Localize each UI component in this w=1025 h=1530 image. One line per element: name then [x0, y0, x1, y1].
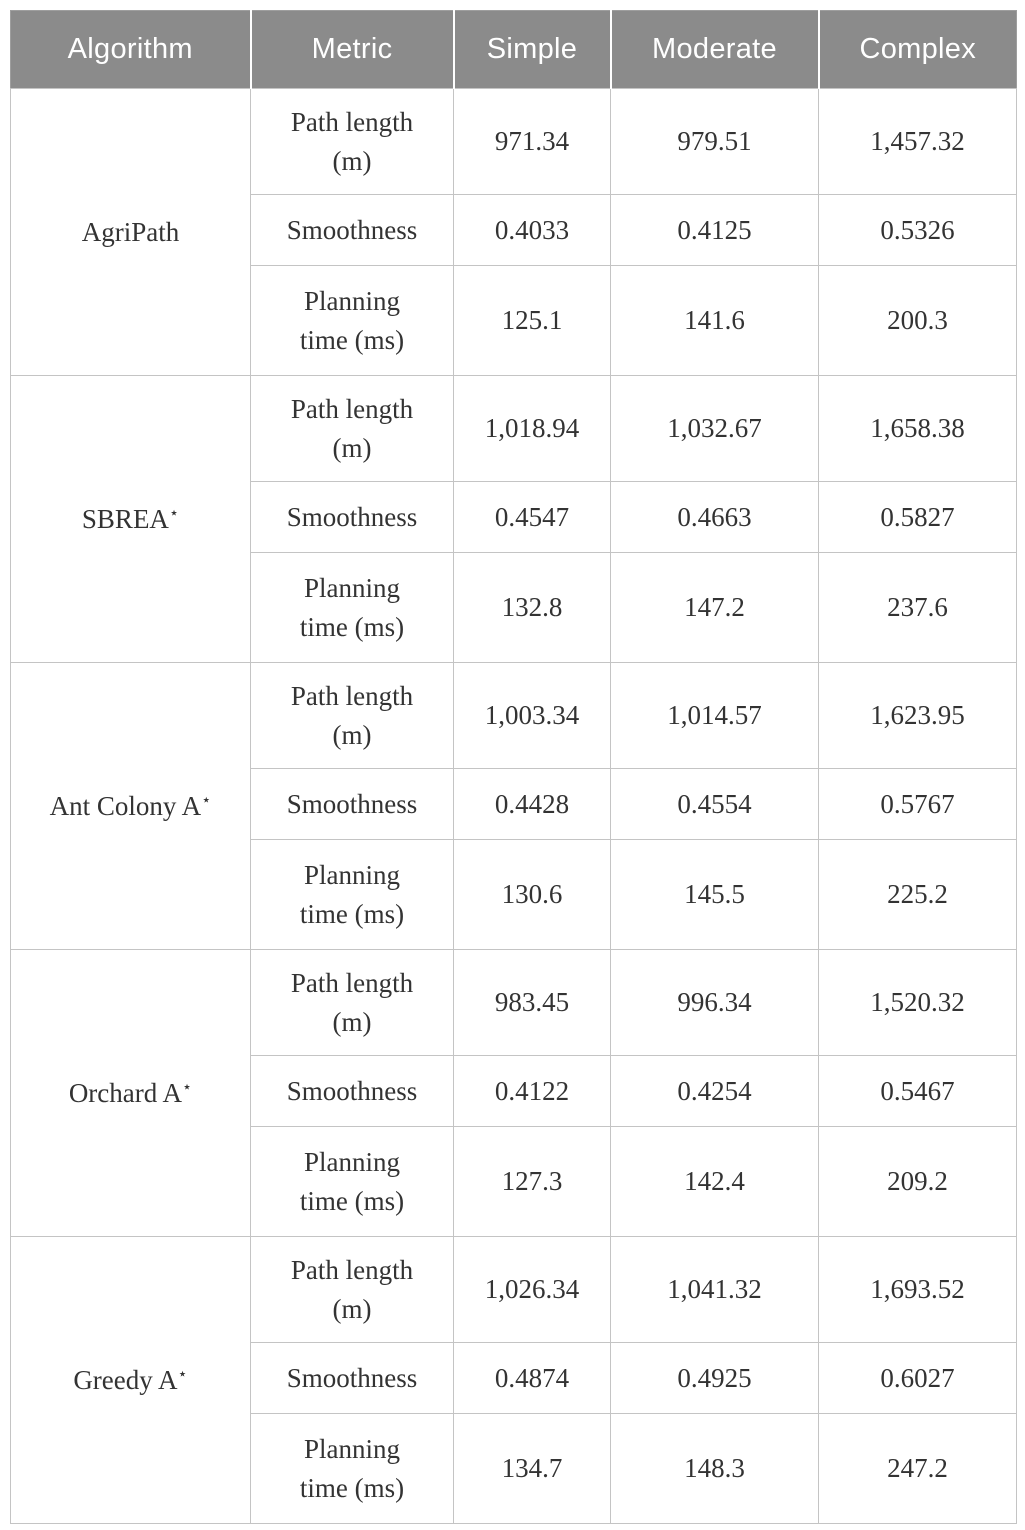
- algorithm-name: Greedy A: [73, 1364, 178, 1395]
- col-header-metric: Metric: [251, 11, 454, 89]
- header-row: [11, 11, 1017, 89]
- metric-label: Path length: [290, 107, 414, 138]
- value-cell-moderate: 148.3: [611, 1414, 819, 1524]
- value-cell-moderate: 1,041.32: [611, 1237, 819, 1343]
- metric-unit: time (ms): [299, 324, 405, 355]
- value-cell-moderate: 1,014.57: [611, 663, 819, 769]
- col-header-algorithm: Algorithm: [11, 11, 251, 89]
- value-cell-complex: 0.5767: [819, 769, 1017, 840]
- algorithm-name: Ant Colony A: [49, 790, 202, 821]
- algorithm-cell: [11, 89, 251, 376]
- metric-label: Path length: [290, 1255, 414, 1286]
- value-cell-complex: 0.5827: [819, 482, 1017, 553]
- metric-unit: time (ms): [299, 1472, 405, 1503]
- metric-cell: [251, 266, 454, 376]
- algorithm-cell: [11, 663, 251, 950]
- metric-unit: time (ms): [299, 611, 405, 642]
- value-cell-simple: 0.4547: [454, 482, 611, 553]
- metric-label: Planning: [303, 860, 400, 891]
- algorithm-star: ⋆: [168, 503, 180, 522]
- metric-label: Planning: [303, 573, 400, 604]
- value-cell-complex: 1,658.38: [819, 376, 1017, 482]
- value-cell-moderate: 0.4554: [611, 769, 819, 840]
- metric-label: Smoothness: [286, 788, 418, 819]
- metric-cell: [251, 553, 454, 663]
- col-header-moderate: Moderate: [611, 11, 819, 89]
- table-row: [11, 89, 1017, 195]
- value-cell-complex: 0.6027: [819, 1343, 1017, 1414]
- value-cell-moderate: 141.6: [611, 266, 819, 376]
- metric-label: Planning: [303, 286, 400, 317]
- value-cell-moderate: 145.5: [611, 840, 819, 950]
- metric-label: Smoothness: [286, 1362, 418, 1393]
- algorithm-cell: [11, 950, 251, 1237]
- metric-cell: [251, 769, 454, 840]
- metric-cell: [251, 1127, 454, 1237]
- metric-unit: time (ms): [299, 1185, 405, 1216]
- metric-cell: [251, 950, 454, 1056]
- metric-unit: (m): [332, 432, 372, 463]
- metric-label: Smoothness: [286, 1075, 418, 1106]
- metric-cell: [251, 1056, 454, 1127]
- value-cell-complex: 209.2: [819, 1127, 1017, 1237]
- table-row: [11, 663, 1017, 769]
- algorithm-cell: [11, 376, 251, 663]
- metric-cell: [251, 376, 454, 482]
- value-cell-simple: 1,018.94: [454, 376, 611, 482]
- value-cell-complex: 0.5467: [819, 1056, 1017, 1127]
- value-cell-simple: 127.3: [454, 1127, 611, 1237]
- metric-label: Smoothness: [286, 501, 418, 532]
- value-cell-moderate: 0.4925: [611, 1343, 819, 1414]
- metric-cell: [251, 1414, 454, 1524]
- metric-cell: [251, 482, 454, 553]
- metric-unit: (m): [332, 1293, 372, 1324]
- value-cell-simple: 0.4874: [454, 1343, 611, 1414]
- algorithm-name: Orchard A: [68, 1077, 183, 1108]
- value-cell-simple: 0.4033: [454, 195, 611, 266]
- value-cell-simple: 130.6: [454, 840, 611, 950]
- value-cell-moderate: 979.51: [611, 89, 819, 195]
- value-cell-simple: 1,003.34: [454, 663, 611, 769]
- algorithm-star: ⋆: [201, 790, 212, 809]
- value-cell-simple: 0.4428: [454, 769, 611, 840]
- metric-cell: [251, 663, 454, 769]
- metric-cell: [251, 1237, 454, 1343]
- metric-unit: (m): [332, 1006, 372, 1037]
- value-cell-moderate: 0.4663: [611, 482, 819, 553]
- metric-cell: [251, 1343, 454, 1414]
- algorithm-name: AgriPath: [81, 216, 180, 247]
- metric-cell: [251, 195, 454, 266]
- value-cell-complex: 1,457.32: [819, 89, 1017, 195]
- metric-label: Planning: [303, 1434, 400, 1465]
- value-cell-complex: 247.2: [819, 1414, 1017, 1524]
- table-row: [11, 376, 1017, 482]
- table-row: [11, 1237, 1017, 1343]
- value-cell-simple: 0.4122: [454, 1056, 611, 1127]
- col-header-simple: Simple: [454, 11, 611, 89]
- value-cell-moderate: 0.4254: [611, 1056, 819, 1127]
- value-cell-moderate: 1,032.67: [611, 376, 819, 482]
- algorithm-cell: [11, 1237, 251, 1524]
- metric-unit: (m): [332, 719, 372, 750]
- value-cell-simple: 983.45: [454, 950, 611, 1056]
- metric-unit: (m): [332, 145, 372, 176]
- value-cell-complex: 200.3: [819, 266, 1017, 376]
- value-cell-complex: 0.5326: [819, 195, 1017, 266]
- value-cell-simple: 132.8: [454, 553, 611, 663]
- value-cell-moderate: 142.4: [611, 1127, 819, 1237]
- value-cell-complex: 237.6: [819, 553, 1017, 663]
- metric-label: Path length: [290, 681, 414, 712]
- value-cell-simple: 971.34: [454, 89, 611, 195]
- metric-cell: [251, 89, 454, 195]
- metric-label: Path length: [290, 968, 414, 999]
- value-cell-complex: 1,623.95: [819, 663, 1017, 769]
- value-cell-simple: 134.7: [454, 1414, 611, 1524]
- algorithm-star: ⋆: [177, 1364, 188, 1383]
- metric-label: Planning: [303, 1147, 400, 1178]
- value-cell-simple: 1,026.34: [454, 1237, 611, 1343]
- table-row: [11, 950, 1017, 1056]
- metric-label: Smoothness: [286, 214, 418, 245]
- metric-label: Path length: [290, 394, 414, 425]
- value-cell-moderate: 996.34: [611, 950, 819, 1056]
- value-cell-simple: 125.1: [454, 266, 611, 376]
- algorithm-star: ⋆: [182, 1077, 193, 1096]
- algorithm-results-table: [10, 10, 1017, 1524]
- value-cell-complex: 1,520.32: [819, 950, 1017, 1056]
- metric-cell: [251, 840, 454, 950]
- value-cell-moderate: 0.4125: [611, 195, 819, 266]
- value-cell-moderate: 147.2: [611, 553, 819, 663]
- col-header-complex: Complex: [819, 11, 1017, 89]
- value-cell-complex: 225.2: [819, 840, 1017, 950]
- value-cell-complex: 1,693.52: [819, 1237, 1017, 1343]
- metric-unit: time (ms): [299, 898, 405, 929]
- algorithm-name: SBREA: [81, 503, 169, 534]
